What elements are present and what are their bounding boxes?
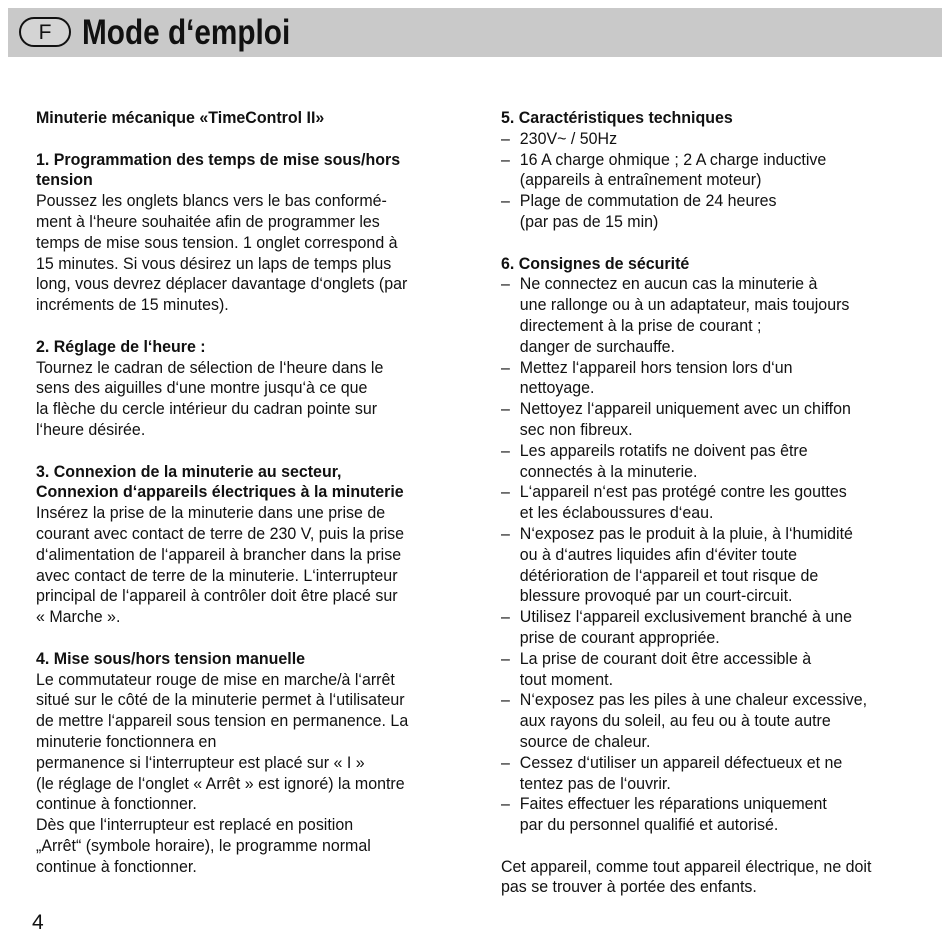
list-item-text: Faites effectuer les réparations uniquement <box>519 794 827 814</box>
body-text: long, vous devrez déplacer davantage d‘onglets (par <box>36 274 408 294</box>
section-heading: 3. Connexion de la minuterie au secteur, <box>36 461 342 481</box>
section-heading: 6. Consignes de sécurité <box>501 253 690 273</box>
list-item-text: N‘exposez pas le produit à la pluie, à l‘humidité <box>519 523 853 543</box>
dash-bullet: – <box>501 794 510 814</box>
product-title: Minuterie mécanique «TimeControl II» <box>36 108 325 127</box>
list-item <box>501 524 933 607</box>
dash-bullet: – <box>501 648 510 668</box>
list-item-first-line <box>501 482 933 503</box>
dash-bullet: – <box>501 482 510 502</box>
section-programming <box>36 150 468 316</box>
list-item-continuation <box>501 170 933 191</box>
body-text: la flèche du cercle intérieur du cadran pointe sur <box>36 399 378 419</box>
list-item-continuation <box>501 212 933 233</box>
section-heading: 1. Programmation des temps de mise sous/hors <box>36 149 401 169</box>
list-item-text: source de chaleur. <box>519 731 651 751</box>
list-item-continuation <box>501 774 933 795</box>
right-column <box>501 108 933 898</box>
dash-bullet: – <box>501 357 510 377</box>
closing-text: pas se trouver à portée des enfants. <box>501 877 757 897</box>
body-text: l‘heure désirée. <box>36 419 146 439</box>
section-heading: tension <box>36 170 93 190</box>
body-text: „Arrêt“ (symbole horaire), le programme normal <box>36 835 371 855</box>
list-item <box>501 482 933 524</box>
list-item-first-line <box>501 191 933 212</box>
list-item-first-line <box>501 690 933 711</box>
body-text: courant avec contact de terre de 230 V, puis la prise <box>36 523 405 543</box>
list-item-continuation <box>501 732 933 753</box>
section-heading: 5. Caractéristiques techniques <box>501 108 733 127</box>
list-item-text: Utilisez l‘appareil exclusivement branché à une <box>519 607 853 627</box>
list-item-text: Plage de commutation de 24 heures <box>519 191 777 211</box>
list-item-text: Les appareils rotatifs ne doivent pas être <box>519 440 808 460</box>
list-item-text: L‘appareil n‘est pas protégé contre les gouttes <box>519 482 847 502</box>
list-item-text: Mettez l‘appareil hors tension lors d‘un <box>519 357 793 377</box>
dash-bullet: – <box>501 440 510 460</box>
list-item-text: (par pas de 15 min) <box>519 211 659 231</box>
list-item <box>501 690 933 752</box>
body-text: permanence si l‘interrupteur est placé sur « I » <box>36 752 365 772</box>
body-text: principal de l‘appareil à contrôler doit être placé sur <box>36 586 398 606</box>
list-item-text: La prise de courant doit être accessible à <box>519 648 812 668</box>
list-item-text: aux rayons du soleil, au feu ou à toute autre <box>519 711 831 731</box>
body-text: Dès que l‘interrupteur est replacé en position <box>36 815 354 835</box>
list-item-text: détérioration de l‘appareil et tout risque de <box>519 565 819 585</box>
list-item <box>501 274 933 357</box>
list-item-first-line <box>501 441 933 462</box>
list-item <box>501 753 933 795</box>
section-heading: 4. Mise sous/hors tension manuelle <box>36 648 306 668</box>
left-column <box>36 108 468 877</box>
list-item-continuation <box>501 566 933 587</box>
list-item-continuation <box>501 337 933 358</box>
list-item-continuation <box>501 378 933 399</box>
list-item-continuation <box>501 316 933 337</box>
list-item-first-line <box>501 358 933 379</box>
list-item <box>501 150 933 192</box>
list-item-text: ou à d‘autres liquides afin d‘éviter toute <box>519 544 797 564</box>
section-time-setting <box>36 337 468 441</box>
body-text: situé sur le côté de la minuterie permet à l‘utilisateur <box>36 690 405 710</box>
list-item-text: connectés à la minuterie. <box>519 461 698 481</box>
dash-bullet: – <box>501 191 510 211</box>
list-item-first-line <box>501 150 933 171</box>
body-text: continue à fonctionner. <box>36 856 197 876</box>
list-item-text: directement à la prise de courant ; <box>519 315 762 335</box>
list-item-text: une rallonge ou à un adaptateur, mais toujours <box>519 295 850 315</box>
dash-bullet: – <box>501 607 510 627</box>
body-text: Le commutateur rouge de mise en marche/à l‘arrêt <box>36 669 395 689</box>
list-item-continuation <box>501 628 933 649</box>
list-item-text: tout moment. <box>519 669 614 689</box>
safety-instructions-list <box>501 274 933 836</box>
list-item-first-line <box>501 524 933 545</box>
dash-bullet: – <box>501 128 510 148</box>
dash-bullet: – <box>501 399 510 419</box>
list-item-text: danger de surchauffe. <box>519 336 675 356</box>
body-text: continue à fonctionner. <box>36 794 197 814</box>
list-item <box>501 649 933 691</box>
list-item-first-line <box>501 129 933 150</box>
list-item-text: (appareils à entraînement moteur) <box>519 170 762 190</box>
body-text: d‘alimentation de l‘appareil à brancher dans la prise <box>36 544 402 564</box>
list-item-first-line <box>501 274 933 295</box>
section-connection <box>36 462 468 628</box>
dash-bullet: – <box>501 690 510 710</box>
list-item-continuation <box>501 295 933 316</box>
technical-specs-list <box>501 129 933 233</box>
list-item-text: 230V~ / 50Hz <box>519 128 618 148</box>
body-text: Insérez la prise de la minuterie dans une prise de <box>36 503 386 523</box>
page-title: Mode d‘emploi <box>82 13 291 52</box>
body-text: temps de mise sous tension. 1 onglet correspond à <box>36 232 398 252</box>
list-item-continuation <box>501 586 933 607</box>
list-item <box>501 607 933 649</box>
section-heading: Connexion d‘appareils électriques à la minuterie <box>36 482 404 502</box>
body-text: 15 minutes. Si vous désirez un laps de temps plus <box>36 253 392 273</box>
list-item <box>501 358 933 400</box>
list-item <box>501 399 933 441</box>
list-item-continuation <box>501 545 933 566</box>
dash-bullet: – <box>501 752 510 772</box>
list-item-continuation <box>501 670 933 691</box>
list-item-text: sec non fibreux. <box>519 419 633 439</box>
list-item-text: Ne connectez en aucun cas la minuterie à <box>519 274 818 294</box>
dash-bullet: – <box>501 274 510 294</box>
body-text: Tournez le cadran de sélection de l‘heure dans le <box>36 357 384 377</box>
list-item-text: et les éclaboussures d‘eau. <box>519 503 714 523</box>
list-item-text: Cessez d‘utiliser un appareil défectueux et ne <box>519 752 843 772</box>
list-item-text: par du personnel qualifié et autorisé. <box>519 815 779 835</box>
language-badge: F <box>19 17 71 47</box>
section-heading: 2. Réglage de l‘heure : <box>36 336 206 356</box>
list-item-first-line <box>501 794 933 815</box>
body-text: ment à l‘heure souhaitée afin de programmer les <box>36 211 380 231</box>
section-manual-switch <box>36 649 468 878</box>
list-item-continuation <box>501 711 933 732</box>
list-item <box>501 441 933 483</box>
body-text: avec contact de terre de la minuterie. L‘interrupteur <box>36 565 398 585</box>
list-item-text: 16 A charge ohmique ; 2 A charge inductive <box>519 149 827 169</box>
body-text: de mettre l‘appareil sous tension en permanence. La <box>36 711 409 731</box>
list-item-first-line <box>501 753 933 774</box>
body-text: (le réglage de l‘onglet « Arrêt » est ignoré) la montre <box>36 773 405 793</box>
list-item-text: N‘exposez pas les piles à une chaleur excessive, <box>519 690 868 710</box>
list-item-continuation <box>501 462 933 483</box>
closing-text: Cet appareil, comme tout appareil électrique, ne doit <box>501 856 872 876</box>
body-text: « Marche ». <box>36 607 121 627</box>
list-item-continuation <box>501 420 933 441</box>
dash-bullet: – <box>501 149 510 169</box>
page-number: 4 <box>32 911 44 934</box>
list-item-text: blessure provoqué par un court-circuit. <box>519 586 793 606</box>
header-bar <box>8 8 942 57</box>
list-item <box>501 191 933 233</box>
list-item-continuation <box>501 815 933 836</box>
list-item-first-line <box>501 649 933 670</box>
list-item-continuation <box>501 503 933 524</box>
list-item-text: Nettoyez l‘appareil uniquement avec un chiffon <box>519 399 851 419</box>
list-item-text: prise de courant appropriée. <box>519 627 720 647</box>
body-text: minuterie fonctionnera en <box>36 731 217 751</box>
list-item <box>501 794 933 836</box>
body-text: incréments de 15 minutes). <box>36 295 229 315</box>
list-item-first-line <box>501 399 933 420</box>
list-item-first-line <box>501 607 933 628</box>
body-text: Poussez les onglets blancs vers le bas conformé- <box>36 191 387 211</box>
list-item-text: tentez pas de l‘ouvrir. <box>519 773 671 793</box>
list-item-text: nettoyage. <box>519 378 595 398</box>
dash-bullet: – <box>501 523 510 543</box>
body-text: sens des aiguilles d‘une montre jusqu‘à ce que <box>36 378 368 398</box>
list-item <box>501 129 933 150</box>
